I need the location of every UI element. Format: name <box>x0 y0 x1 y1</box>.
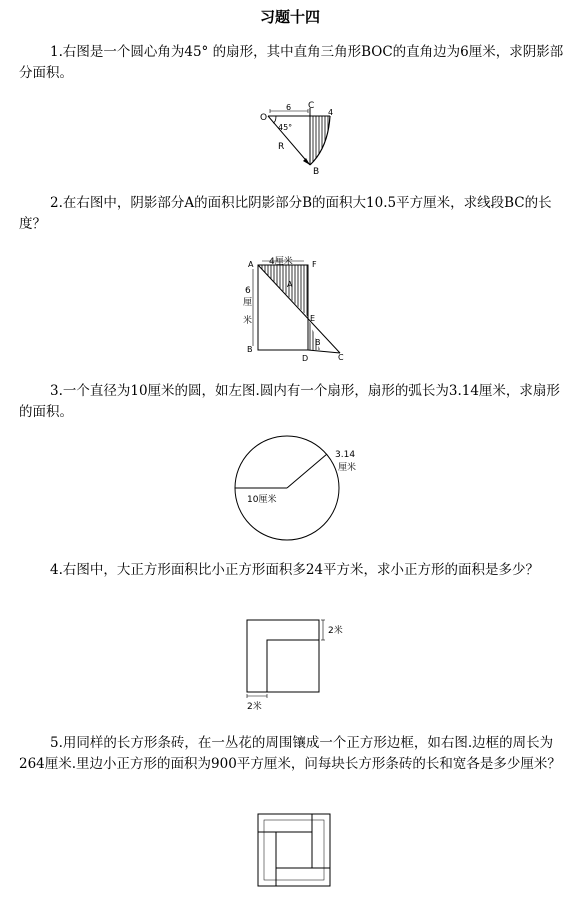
point-e-label: E <box>310 314 316 323</box>
problem-4-figure <box>240 612 360 717</box>
side-length-unit-1: 厘 <box>243 298 253 308</box>
side-length-unit-2: 米 <box>243 316 253 326</box>
arc-length-unit: 厘米 <box>338 463 357 473</box>
problem-5-text: 5.用同样的长方形条砖，在一丛花的周围镶成一个正方形边框，如右图.边框的周长为264厘米.里边小正方形的面积为900平方厘米，问每块长方形条砖的长和宽各是多少厘米？ <box>19 735 561 772</box>
problem-1-text: 1.右图是一个圆心角为45° 的扇形，其中直角三角形BOC的直角边为6厘米，求阴影部分面积。 <box>19 44 564 81</box>
region-b-label: B <box>315 338 321 347</box>
point-a-label: A <box>248 260 254 269</box>
problem-1-figure <box>240 100 350 175</box>
gap-right-label: 2米 <box>328 626 343 636</box>
radius-label: R <box>278 142 285 152</box>
point-d-label: D <box>302 354 309 363</box>
gap-bottom-label: 2米 <box>247 702 262 712</box>
problem-4-text: 4.右图中，大正方形面积比小正方形面积多24平方米，求小正方形的面积是多少？ <box>50 562 540 578</box>
point-b-label: B <box>247 345 253 354</box>
angle-label: 45° <box>278 123 293 132</box>
diameter-label: 10厘米 <box>247 495 277 505</box>
problem-5-figure <box>252 812 337 897</box>
arc-length-number: 3.14 <box>335 450 356 460</box>
length-4-label: 4 <box>328 108 334 117</box>
point-c-label: C <box>308 101 315 111</box>
length-6-label: 6 <box>286 103 292 112</box>
point-o-label: O <box>260 113 268 123</box>
point-f-label: F <box>312 260 317 269</box>
top-length-label: 4厘米 <box>269 257 293 267</box>
problem-3-figure <box>225 435 375 545</box>
problem-2-figure <box>240 255 350 365</box>
page-title: 习题十四 <box>259 8 320 26</box>
region-a-label: A <box>287 280 293 289</box>
problem-3-text: 3.一个直径为10厘米的圆，如左图.圆内有一个扇形，扇形的弧长为3.14厘米，求扇形的面积。 <box>19 383 560 420</box>
point-c-label: C <box>338 353 344 362</box>
side-length-number: 6 <box>245 286 251 296</box>
problem-2-text: 2.在右图中，阴影部分A的面积比阴影部分B的面积大10.5平方厘米，求线段BC的长度？ <box>19 195 552 232</box>
point-b-label: B <box>313 167 320 175</box>
